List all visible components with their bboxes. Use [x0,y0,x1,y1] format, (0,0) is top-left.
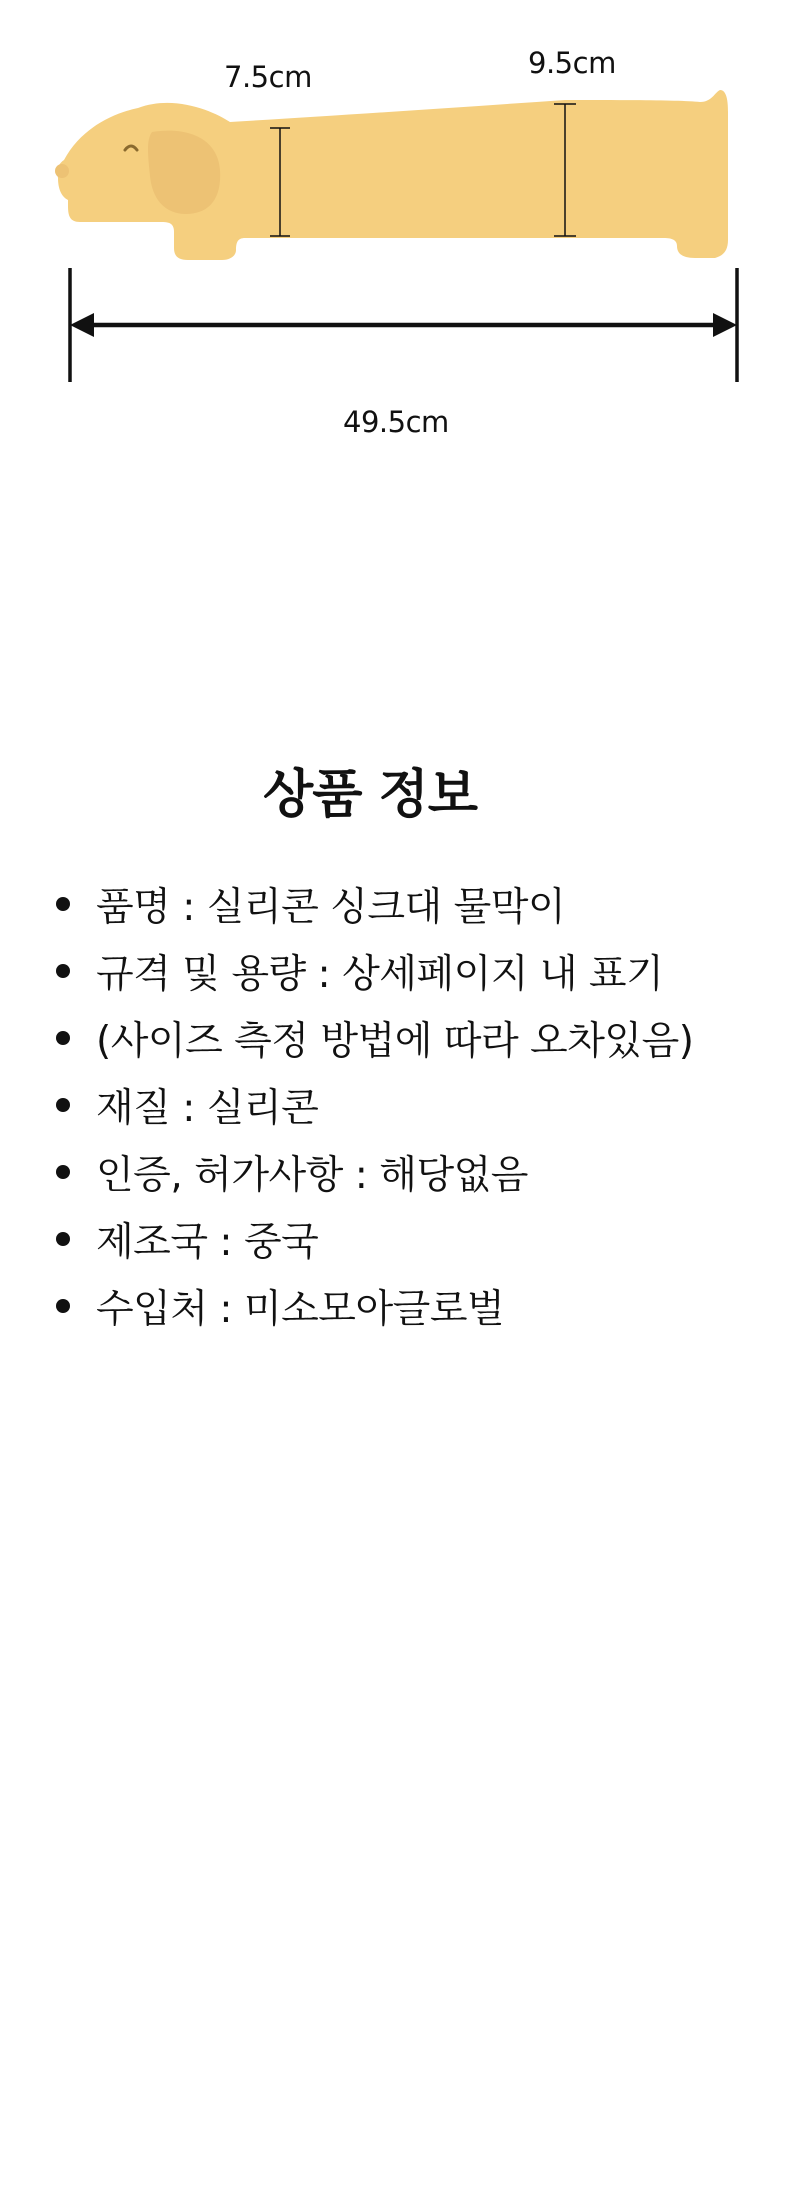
list-item [56,1071,693,1138]
height-right-label: 9.5cm [528,46,616,80]
list-item-text: 품명 : 실리콘 싱크대 물막이 [96,884,566,930]
list-item-text: 수입처 : 미소모아글로벌 [96,1286,505,1332]
bullet-icon [56,1165,70,1179]
list-item-text: 인증, 허가사항 : 해당없음 [96,1152,528,1198]
list-item-text: 제조국 : 중국 [96,1219,319,1265]
width-label: 49.5cm [343,405,449,439]
list-item [56,1004,693,1071]
list-item [56,937,693,1004]
dog-nose [55,164,69,178]
dog-sink-guard-illustration [0,0,800,460]
bullet-icon [56,1232,70,1246]
list-item [56,870,693,937]
height-left-label: 7.5cm [224,60,312,94]
bullet-icon [56,1031,70,1045]
list-item-text: (사이즈 측정 방법에 따라 오차있음) [96,1018,694,1064]
bullet-icon [56,1299,70,1313]
bullet-icon [56,964,70,978]
product-info-list [56,870,693,1339]
list-item-text: 규격 및 용량 : 상세페이지 내 표기 [96,951,664,997]
list-item [56,1272,693,1339]
bullet-icon [56,897,70,911]
bullet-icon [56,1098,70,1112]
width-dimension-arrow [70,268,737,382]
list-item-text: 재질 : 실리콘 [96,1085,319,1131]
list-item [56,1205,693,1272]
product-dimension-diagram [0,0,800,460]
section-title: 상품 정보 [262,765,478,825]
list-item [56,1138,693,1205]
